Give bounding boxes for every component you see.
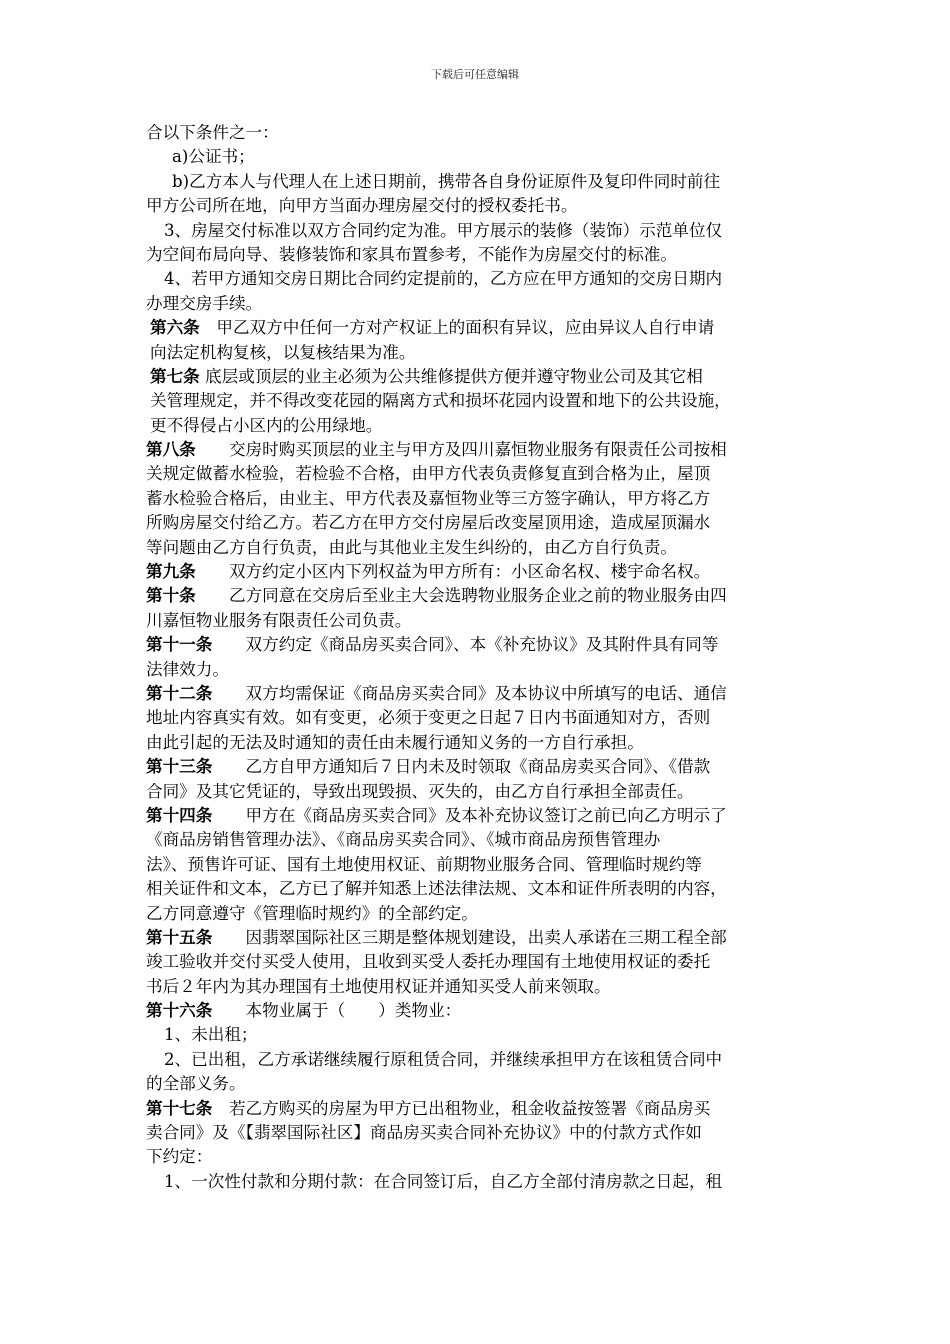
text-line — [146, 804, 806, 828]
text-line — [146, 633, 806, 657]
text-line — [146, 926, 806, 950]
line-text: 更不得侵占小区内的公用绿地。 — [150, 415, 383, 435]
article-heading: 第六条 — [150, 318, 200, 338]
text-line — [146, 292, 806, 316]
line-text: 1、未出租； — [164, 1025, 258, 1045]
text-line — [146, 999, 806, 1023]
line-text: 川嘉恒物业服务有限责任公司负责。 — [146, 610, 412, 630]
line-text: 书后２年内为其办理国有土地使用权证并通知买受人前来领取。 — [146, 976, 611, 996]
line-text: 双方约定《商品房买卖合同》、本《补充协议》及其附件具有同等 — [212, 635, 719, 655]
line-text: 2、已出租，乙方承诺继续履行原租赁合同，并继续承担甲方在该租赁合同中 — [164, 1049, 723, 1069]
line-text: 底层或顶层的业主必须为公共维修提供方便并遵守物业公司及其它相 — [199, 366, 703, 386]
text-line — [146, 462, 806, 486]
text-line — [146, 828, 806, 852]
text-line — [146, 414, 806, 438]
text-line — [146, 341, 806, 365]
text-line — [146, 536, 806, 560]
line-text: 若乙方购买的房屋为甲方已出租物业，租金收益按签署《商品房买 — [212, 1098, 711, 1118]
line-text: a)公证书； — [172, 147, 255, 167]
line-text: 为空间布局向导、装修装饰和家具布置参考，不能作为房屋交付的标准。 — [146, 244, 677, 264]
article-heading: 第十条 — [146, 586, 196, 606]
text-line — [146, 731, 806, 755]
text-line — [146, 145, 806, 169]
text-line — [146, 194, 806, 218]
line-text: 相关证件和文本，乙方已了解并知悉上述法律法规、文本和证件所表明的内容， — [146, 879, 727, 899]
line-text: 乙方同意在交房后至业主大会选聘物业服务企业之前的物业服务由四 — [195, 586, 727, 606]
line-text: 本物业属于（ ）类物业： — [212, 1001, 462, 1021]
line-text: 卖合同》及《【翡翠国际社区】商品房买卖合同补充协议》中的付款方式作如 — [146, 1123, 702, 1143]
text-line — [146, 389, 806, 413]
article-heading: 第十五条 — [146, 927, 213, 947]
line-text: 乙方同意遵守《管理临时规约》的全部约定。 — [146, 903, 478, 923]
text-line — [146, 560, 806, 584]
line-text: 法律效力。 — [146, 659, 229, 679]
line-text: 等问题由乙方自行负责，由此与其他业主发生纠纷的，由乙方自行负责。 — [146, 537, 677, 557]
text-line — [146, 902, 806, 926]
text-line — [146, 853, 806, 877]
text-line — [146, 1145, 806, 1169]
line-text: 蓄水检验合格后，由业主、甲方代表及嘉恒物业等三方签字确认，甲方将乙方 — [146, 488, 711, 508]
text-line — [146, 487, 806, 511]
text-line — [146, 877, 806, 901]
text-line — [146, 1097, 806, 1121]
text-line — [146, 365, 806, 389]
text-line — [146, 950, 806, 974]
line-text: b)乙方本人与代理人在上述日期前，携带各自身份证原件及复印件同时前往 — [172, 171, 721, 191]
article-heading: 第十三条 — [146, 757, 213, 777]
line-text: 3、房屋交付标准以双方合同约定为准。甲方展示的装修（装饰）示范单位仅 — [164, 220, 723, 240]
text-line — [146, 706, 806, 730]
text-line — [146, 682, 806, 706]
line-text: 办理交房手续。 — [146, 293, 263, 313]
text-line — [146, 170, 806, 194]
line-text: 4、若甲方通知交房日期比合同约定提前的，乙方应在甲方通知的交房日期内 — [164, 269, 723, 289]
text-line — [146, 219, 806, 243]
line-text: 竣工验收并交付买受人使用，且收到买受人委托办理国有土地使用权证的委托 — [146, 952, 711, 972]
line-text: 甲方在《商品房买卖合同》及本补充协议签订之前已向乙方明示了 — [212, 805, 727, 825]
document-body — [146, 121, 806, 1194]
text-line — [146, 243, 806, 267]
text-line — [146, 1072, 806, 1096]
text-line — [146, 1023, 806, 1047]
text-line — [146, 658, 806, 682]
article-heading: 第九条 — [146, 562, 196, 582]
text-line — [146, 511, 806, 535]
text-line — [146, 316, 806, 340]
line-text: 甲方公司所在地，向甲方当面办理房屋交付的授权委托书。 — [146, 196, 578, 216]
line-text: 双方均需保证《商品房买卖合同》及本协议中所填写的电话、通信 — [212, 683, 727, 703]
line-text: 合同》及其它凭证的，导致出现毁损、灭失的，由乙方自行承担全部责任。 — [146, 781, 694, 801]
article-heading: 第七条 — [150, 366, 200, 386]
line-text: 所购房屋交付给乙方。若乙方在甲方交付房屋后改变屋顶用途，造成屋顶漏水 — [146, 513, 711, 533]
text-line — [146, 1048, 806, 1072]
text-line — [146, 1170, 806, 1194]
line-text: 《商品房销售管理办法》、《商品房买卖合同》、《城市商品房预售管理办 — [146, 830, 661, 850]
line-text: 由此引起的无法及时通知的责任由未履行通知义务的一方自行承担。 — [146, 732, 644, 752]
line-text: 地址内容真实有效。如有变更，必须于变更之日起７日内书面通知对方，否则 — [146, 708, 711, 728]
article-heading: 第十二条 — [146, 683, 213, 703]
line-text: 的全部义务。 — [146, 1074, 246, 1094]
line-text: 交房时购买顶层的业主与甲方及四川嘉恒物业服务有限责任公司按相 — [195, 440, 727, 460]
article-heading: 第十七条 — [146, 1098, 213, 1118]
text-line — [146, 1121, 806, 1145]
line-text: 下约定： — [146, 1147, 213, 1167]
line-text: 合以下条件之一： — [146, 123, 279, 142]
text-line — [146, 267, 806, 291]
text-line — [146, 438, 806, 462]
text-line — [146, 780, 806, 804]
text-line — [146, 755, 806, 779]
line-text: 关规定做蓄水检验，若检验不合格，由甲方代表负责修复直到合格为止，屋顶 — [146, 464, 711, 484]
line-text: 关管理规定，并不得改变花园的隔离方式和损坏花园内设置和地下的公共设施， — [150, 391, 731, 411]
article-heading: 第八条 — [146, 440, 196, 460]
line-text: 乙方自甲方通知后７日内未及时领取《商品房卖买合同》、《借款 — [212, 757, 711, 777]
line-text: 1、一次性付款和分期付款：在合同签订后，自乙方全部付清房款之日起，租 — [164, 1171, 723, 1191]
line-text: 因翡翠国际社区三期是整体规划建设，出卖人承诺在三期工程全部 — [212, 927, 727, 947]
article-heading: 第十六条 — [146, 1001, 213, 1021]
text-line — [146, 609, 806, 633]
page-header-note: 下载后可任意编辑 — [431, 68, 519, 81]
line-text: 双方约定小区内下列权益为甲方所有：小区命名权、楼宇命名权。 — [195, 562, 711, 582]
line-text: 向法定机构复核，以复核结果为准。 — [150, 342, 416, 362]
text-line — [146, 584, 806, 608]
article-heading: 第十四条 — [146, 805, 213, 825]
article-heading: 第十一条 — [146, 635, 213, 655]
text-line — [146, 975, 806, 999]
line-text: 甲乙双方中任何一方对产权证上的面积有异议，应由异议人自行申请 — [199, 318, 715, 338]
text-line — [146, 121, 806, 145]
line-text: 法》、预售许可证、国有土地使用权证、前期物业服务合同、管理临时规约等 — [146, 854, 702, 874]
